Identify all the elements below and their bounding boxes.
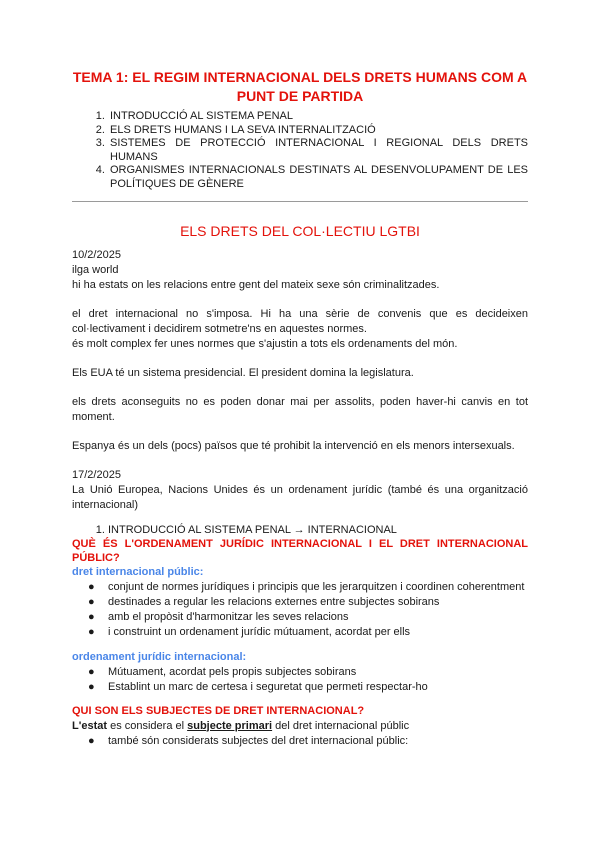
list-item: ● també són considerats subjectes del dret internacional públic: — [88, 734, 409, 747]
sub-list — [72, 523, 528, 538]
toc-item: 1. INTRODUCCIÓ AL SISTEMA PENAL — [108, 110, 528, 124]
toc-item: 2. ELS DRETS HUMANS I LA SEVA INTERNALITZACIÓ — [108, 124, 528, 138]
date: 17/2/2025 — [72, 469, 121, 481]
paragraph: hi ha estats on les relacions entre gent del mateix sexe són criminalitzades. — [72, 279, 440, 291]
list-item: ● amb el propòsit d'harmonitzar les seves relacions — [88, 611, 349, 623]
section-title: ELS DRETS DEL COL·LECTIU LGTBI — [180, 223, 420, 239]
paragraph: L'estat es considera el subjecte primari del dret internacional públic — [72, 719, 410, 732]
toc-item: 3. SISTEMES DE PROTECCIÓ INTERNACIONAL I REGIONAL DELS DRETS HUMANS — [108, 137, 528, 164]
paragraph: Espanya és un dels (pocs) països que té prohibit la intervenció en els menors intersexuals. — [72, 440, 515, 452]
horizontal-divider — [72, 201, 528, 202]
paragraph: és molt complex fer unes normes que s'ajustin a tots els ordenaments del món. — [72, 338, 458, 350]
paragraph: els drets aconseguits no es poden donar mai per assolits, poden haver-hi canvis en tot moment. — [72, 396, 528, 423]
list-item: ● destinades a regular les relacions externes entre subjectes sobirans — [88, 596, 440, 608]
question-heading: QUI SON ELS SUBJECTES DE DRET INTERNACIONAL? — [72, 705, 365, 717]
subheading: ordenament jurídic internacional: — [72, 651, 247, 663]
paragraph: Els EUA té un sistema presidencial. El president domina la legislatura. — [72, 367, 414, 379]
sub-list-item: 1. INTRODUCCIÓ AL SISTEMA PENAL → INTERNACIONAL — [108, 523, 528, 538]
question-heading: QUÈ ÉS L'ORDENAMENT JURÍDIC INTERNACIONAL I EL DRET INTERNACIONAL PÚBLIC? — [72, 538, 528, 564]
list-item: ● Establint un marc de certesa i seguretat que permeti respectar-ho — [88, 681, 428, 693]
bullet-list — [72, 665, 528, 695]
toc-item: 4. ORGANISMES INTERNACIONALS DESTINATS AL DESENVOLUPAMENT DE LES POLÍTIQUES DE GÈNERE — [108, 164, 528, 191]
paragraph: ilga world — [72, 264, 119, 276]
table-of-contents — [72, 110, 528, 191]
document-page — [72, 68, 528, 749]
subheading: dret internacional públic: — [72, 566, 204, 578]
bullet-list — [72, 580, 528, 640]
list-item: ● i construint un ordenament jurídic mútuament, acordat per ells — [88, 626, 411, 638]
list-item: ● conjunt de normes jurídiques i principis que les jerarquitzen i coordinen coherentment — [88, 581, 525, 593]
bullet-list — [72, 734, 528, 749]
paragraph: La Unió Europea, Nacions Unides és un ordenament jurídic (també és una organització internacional) — [72, 484, 528, 511]
paragraph: el dret internacional no s'imposa. Hi ha una sèrie de convenis que es decideixen col·lectivament i decidirem sotmetre'ns en aquestes normes. — [72, 308, 528, 335]
list-item: ● Mútuament, acordat pels propis subjectes sobirans — [88, 666, 357, 678]
date: 10/2/2025 — [72, 249, 121, 261]
page-title: TEMA 1: EL REGIM INTERNACIONAL DELS DRETS HUMANS COM A PUNT DE PARTIDA — [72, 69, 528, 104]
